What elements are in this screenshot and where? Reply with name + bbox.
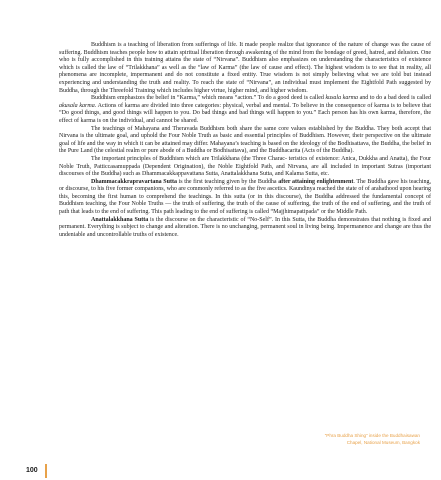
text-run: Sutta, the Buddha demonstrates that nothing is fixed and permanent. Everything is subject to xyxy=(59,216,431,231)
text-run: The highest wisdom is to see that in reality, all phenomena are incomplete, impermanent and xyxy=(59,64,431,79)
body-paragraph xyxy=(59,156,431,179)
body-paragraph xyxy=(59,217,431,240)
text-run: realize that ignorance of the nature of change was the cause of suffering. Buddhism teaches xyxy=(59,42,431,56)
text-run: greed, hatred, and delusion. One who is fully accomplished in this training attains the state of xyxy=(59,49,431,64)
italic-term: akusala karma xyxy=(59,102,95,109)
text-run: Buddhacarita (Acts of the Buddha). xyxy=(268,148,354,155)
text-run: . Actions of karma are xyxy=(94,102,149,109)
text-run: values established by the Buddha. They both accept that Nirvana is the ultimate goal, and xyxy=(59,125,432,140)
text-run: (Dependent Origination), the Noble Eightfold Path, and Nirvana, are all included in important xyxy=(142,163,385,170)
text-run: deed is called xyxy=(291,95,326,102)
text-run: and change are thus the undeniable and uncontrollable truths of existence. xyxy=(59,224,432,238)
text-run: uphold the Four Noble Truth as basic and essential principles of Buddhism. However, their xyxy=(140,133,364,140)
body-paragraph xyxy=(59,95,431,125)
text-run: instead experiencing and understanding the truth and reality. To reach the state of “Nirvana”, xyxy=(59,72,432,86)
text-run: divided into three categories: physical, verbal and mental. To believe in the consequence of xyxy=(150,102,373,109)
text-run: companions, who are commonly referred to as the five ascetics. Kaundinya reached the state xyxy=(134,186,357,193)
text-run: is the first teaching given by the Buddha xyxy=(176,178,277,185)
text-run: Buddhism emphasizes the belief in “Karma,” which means “action.” To do a good xyxy=(91,95,290,102)
text-run: The important principles of Buddhism which are Trilakkhana (the Three Charac- xyxy=(91,155,287,162)
caption-line-2: Chapel, National Museum, Bangkok xyxy=(346,440,420,445)
text-run: an individual must implement the Eightfold Path suggested by Buddha, through the Threefold xyxy=(59,79,432,94)
text-run: Anattalakkhana Sutta, and Kalama Sutta, etc. xyxy=(220,171,330,178)
text-run: do not constitute a fixed entity. True wisdom is not simply believing what we are told but xyxy=(176,72,412,79)
page-number-rule xyxy=(45,464,47,478)
text-run: is called the law of “Trilakkhana” as well as the “law of Karma” (the law of cause and effect). xyxy=(75,64,312,71)
text-run: . The Buddha gave his teaching, or discourse, to his five former xyxy=(59,178,432,193)
text-run: Mahayana’s teaching is based on the ideology of the Bodhisattava, the Buddha, the belief xyxy=(210,140,425,147)
bold-term: Anattalakkhana Sutta xyxy=(91,216,149,223)
page-number: 100 xyxy=(26,467,38,474)
text-run: Training which includes higher virtue, higher mind, and higher wisdom. xyxy=(134,87,308,94)
text-run: and to do a bad deed is called xyxy=(358,95,432,102)
text-run: change and alteration. There is no unchanging, permanent soul in living being. Impermanence xyxy=(146,224,373,231)
bold-term: after attaining enlightenment xyxy=(278,178,354,185)
text-run: in the Pure Land (the celestial realm or pure abode of a Buddha or Bodhisattava), and the xyxy=(59,140,432,155)
body-text xyxy=(59,42,431,239)
text-run: teaching, the Four Noble Truths — the truth of suffering, the truth of the cause of suffering, xyxy=(85,201,311,208)
text-run: The teachings of Mahayana and Theravada Buddhism both share the same core xyxy=(91,125,289,132)
body-paragraph xyxy=(59,179,431,217)
text-run: path leading to the end of suffering is called “Majjhimapatipada” or the Middle Path. xyxy=(163,209,368,216)
text-run: perspective on the ultimate goal of life and the way in which it can be attained may differ. xyxy=(59,133,432,147)
text-run: and bad things will happen to you.” Each person has his own karma, therefore, the effect of xyxy=(59,110,432,124)
text-run: Sutras (important discourses of the Buddha) such as Dhammacakkappavattana Sutta, xyxy=(59,163,432,178)
text-run: karma is to believe that “Do good things, and good things will happen to you. Do bad things xyxy=(59,102,432,117)
bold-term: Dhammacakkrapravartana Sutta xyxy=(91,178,177,185)
text-run: Buddhism is a teaching of liberation from sufferings of life. It made people xyxy=(91,42,276,48)
text-run: of of arahathood upon hearing this, becoming the first human to comprehend the teachings. In xyxy=(59,186,431,200)
text-run: the truth of the end of suffering, and the truth of path that leads to the end of suffering. This xyxy=(59,201,432,216)
text-run: people how to attain spiritual liberation through awakening of the mind from the bondage of xyxy=(129,49,352,56)
image-caption xyxy=(290,432,420,446)
caption-line-1: “Phra Buddha Shing” inside the Buddhaisawan xyxy=(324,433,420,438)
text-run: “Nirvana”. Buddhism also emphasizes on understanding the characteristics of existence which xyxy=(59,57,431,71)
text-run: karma is on the individual, and cannot be shared. xyxy=(80,117,199,124)
italic-term: kusala karma xyxy=(325,95,359,102)
text-run: is the discourse on the characteristic of “No-Self”. In this xyxy=(148,216,291,223)
text-run: teristics of existence: Anica, Dukkha and Anatta), the Four Noble Truth, Patticcasamuppada xyxy=(59,155,431,170)
body-paragraph xyxy=(59,42,431,95)
body-paragraph xyxy=(59,126,431,156)
text-run: this sutta (or in this discourse), the Buddha addressed the fundamental concept of Buddhism xyxy=(59,193,432,208)
